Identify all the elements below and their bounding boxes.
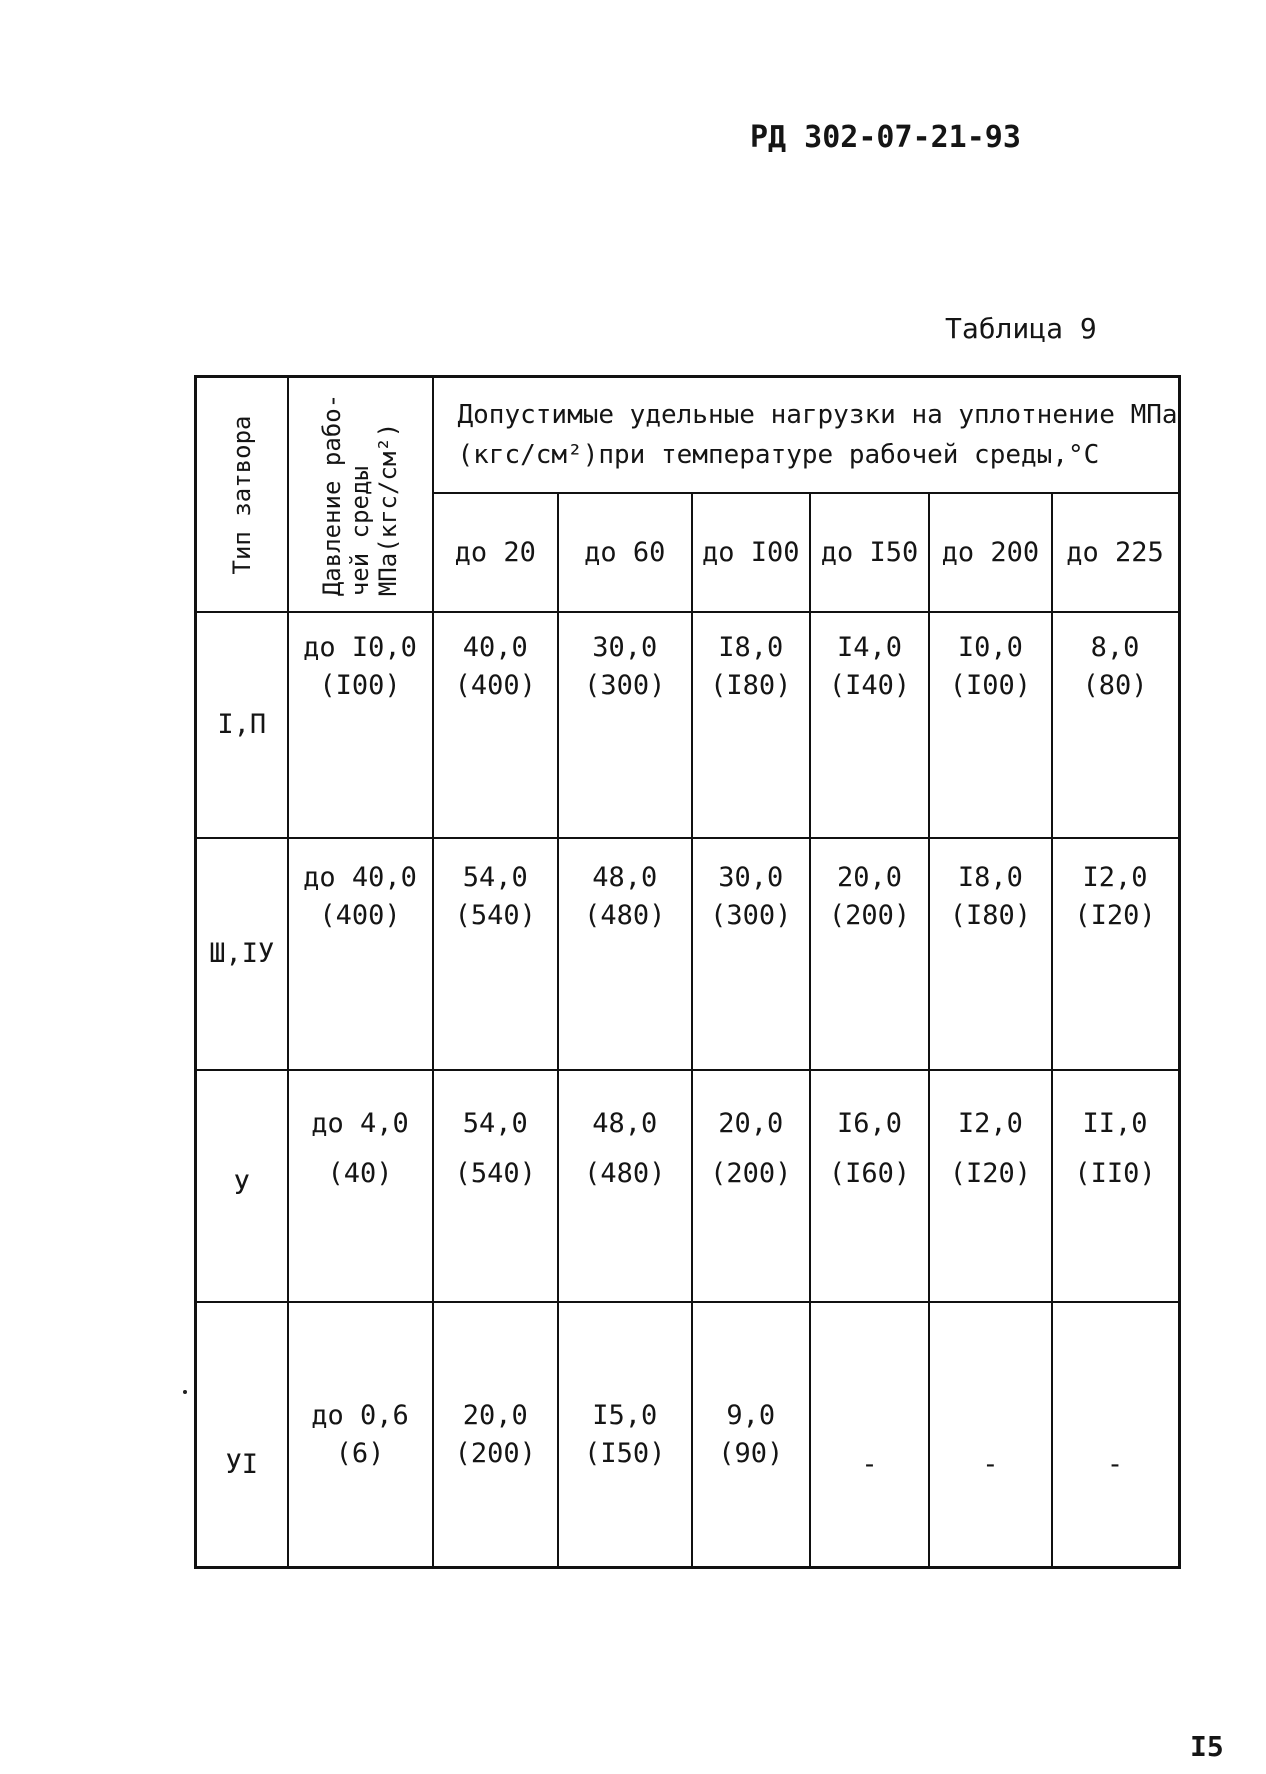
value-cell-empty xyxy=(810,1302,929,1568)
value-cell-empty xyxy=(929,1302,1051,1568)
value-mpa: I2,0 xyxy=(957,1108,1023,1139)
value-mpa: 54,0 xyxy=(462,862,528,893)
value-mpa: 20,0 xyxy=(837,862,903,893)
value-mpa: 40,0 xyxy=(462,632,528,663)
value-cell xyxy=(558,1302,692,1568)
value-kgf: (300) xyxy=(584,670,666,701)
value-cell xyxy=(692,838,810,1070)
value-kgf: (200) xyxy=(710,1158,792,1189)
header-group-line-1: Допустимые удельные нагрузки на уплотнение МПа xyxy=(457,400,1178,430)
pressure-value-kgf: (I00) xyxy=(319,670,401,701)
value-kgf: (540) xyxy=(454,1158,536,1189)
header-temp-4: до I50 xyxy=(810,493,929,612)
value-mpa: II,0 xyxy=(1082,1108,1148,1139)
header-row-1 xyxy=(196,377,1180,494)
value-mpa: 30,0 xyxy=(592,632,658,663)
value-kgf: (200) xyxy=(454,1437,536,1469)
value-cell xyxy=(433,1070,558,1302)
header-pressure-line-3: МПа(кгс/см²) xyxy=(374,422,402,596)
pressure-value: до I0,0 xyxy=(303,632,417,663)
value-cell xyxy=(1052,838,1180,1070)
table-row xyxy=(196,838,1180,1070)
header-group-line-2: (кгс/см²)при температуре рабочей среды,°С xyxy=(457,440,1100,470)
header-temp-3: до I00 xyxy=(692,493,810,612)
value-mpa: I0,0 xyxy=(957,632,1023,663)
value-kgf: (I20) xyxy=(949,1158,1031,1189)
value-mpa: 20,0 xyxy=(718,1108,784,1139)
value-kgf: (I40) xyxy=(828,670,911,701)
pressure-value-kgf: (40) xyxy=(327,1158,393,1189)
type-cell: У xyxy=(196,1070,288,1302)
header-pressure-line-1: Давление рабо- xyxy=(318,393,346,596)
pressure-cell xyxy=(288,1302,433,1568)
value-cell xyxy=(810,612,929,838)
value-kgf: (200) xyxy=(828,900,911,931)
table-row xyxy=(196,1302,1180,1568)
value-kgf: (I20) xyxy=(1074,900,1156,931)
value-kgf: (300) xyxy=(710,900,792,931)
value-kgf: (480) xyxy=(584,900,666,931)
value-mpa: I4,0 xyxy=(837,632,903,663)
value-kgf: (I80) xyxy=(710,670,792,701)
value-kgf: (I60) xyxy=(828,1158,911,1189)
value-cell xyxy=(929,838,1051,1070)
value-cell xyxy=(558,1070,692,1302)
type-cell: I,П xyxy=(196,612,288,838)
value-kgf: (480) xyxy=(584,1158,666,1189)
value-mpa: I8,0 xyxy=(957,862,1023,893)
header-type xyxy=(196,377,288,613)
value-mpa: 8,0 xyxy=(1090,632,1140,663)
value-cell xyxy=(692,612,810,838)
value-dash: - xyxy=(861,1448,878,1480)
header-temp-5: до 200 xyxy=(929,493,1051,612)
pressure-cell xyxy=(288,1070,433,1302)
type-cell: УI xyxy=(196,1302,288,1568)
header-type-label: Тип затвора xyxy=(227,415,256,574)
value-kgf: (I80) xyxy=(949,900,1031,931)
pressure-value: до 0,6 xyxy=(311,1399,409,1431)
value-mpa: 20,0 xyxy=(462,1399,528,1431)
value-cell xyxy=(810,1070,929,1302)
value-mpa: I6,0 xyxy=(837,1108,903,1139)
value-cell xyxy=(1052,1070,1180,1302)
table-caption: Таблица 9 xyxy=(945,312,1097,345)
value-kgf: (I00) xyxy=(949,670,1031,701)
value-kgf: (90) xyxy=(718,1437,784,1469)
table-row xyxy=(196,1070,1180,1302)
header-temp-6: до 225 xyxy=(1052,493,1180,612)
header-pressure-line-2: чей среды xyxy=(346,465,374,596)
value-cell xyxy=(558,838,692,1070)
header-temp-2: до 60 xyxy=(558,493,692,612)
value-cell xyxy=(692,1070,810,1302)
value-dash: - xyxy=(982,1448,999,1480)
value-mpa: 48,0 xyxy=(592,1108,658,1139)
value-kgf: (400) xyxy=(454,670,536,701)
value-mpa: 30,0 xyxy=(718,862,784,893)
header-group xyxy=(433,377,1180,494)
pressure-value: до 40,0 xyxy=(303,862,417,893)
header-temp-1: до 20 xyxy=(433,493,558,612)
type-cell: Ш,IУ xyxy=(196,838,288,1070)
value-kgf: (540) xyxy=(454,900,536,931)
pressure-value: до 4,0 xyxy=(311,1108,409,1139)
pressure-value-kgf: (6) xyxy=(335,1437,385,1469)
value-cell xyxy=(433,838,558,1070)
value-kgf: (80) xyxy=(1082,670,1148,701)
value-cell xyxy=(433,1302,558,1568)
value-mpa: 48,0 xyxy=(592,862,658,893)
value-mpa: I8,0 xyxy=(718,632,784,663)
pressure-cell xyxy=(288,838,433,1070)
pressure-value-kgf: (400) xyxy=(319,900,401,931)
value-dash: - xyxy=(1106,1448,1124,1480)
document-code: РД 302-07-21-93 xyxy=(750,120,1021,155)
value-cell xyxy=(692,1302,810,1568)
header-pressure xyxy=(288,377,433,613)
value-mpa: 9,0 xyxy=(726,1399,776,1431)
value-cell-empty xyxy=(1052,1302,1180,1568)
load-table xyxy=(194,375,1181,1569)
value-mpa: 54,0 xyxy=(462,1108,528,1139)
value-mpa: I2,0 xyxy=(1082,862,1148,893)
value-cell xyxy=(558,612,692,838)
scan-speck xyxy=(183,1390,187,1394)
pressure-cell xyxy=(288,612,433,838)
page-number: I5 xyxy=(1190,1730,1224,1763)
value-cell xyxy=(433,612,558,838)
table-row xyxy=(196,612,1180,838)
value-cell xyxy=(929,612,1051,838)
value-mpa: I5,0 xyxy=(592,1399,658,1431)
value-cell xyxy=(810,838,929,1070)
value-kgf: (I50) xyxy=(584,1437,666,1469)
value-cell xyxy=(929,1070,1051,1302)
value-cell xyxy=(1052,612,1180,838)
value-kgf: (II0) xyxy=(1074,1158,1156,1189)
